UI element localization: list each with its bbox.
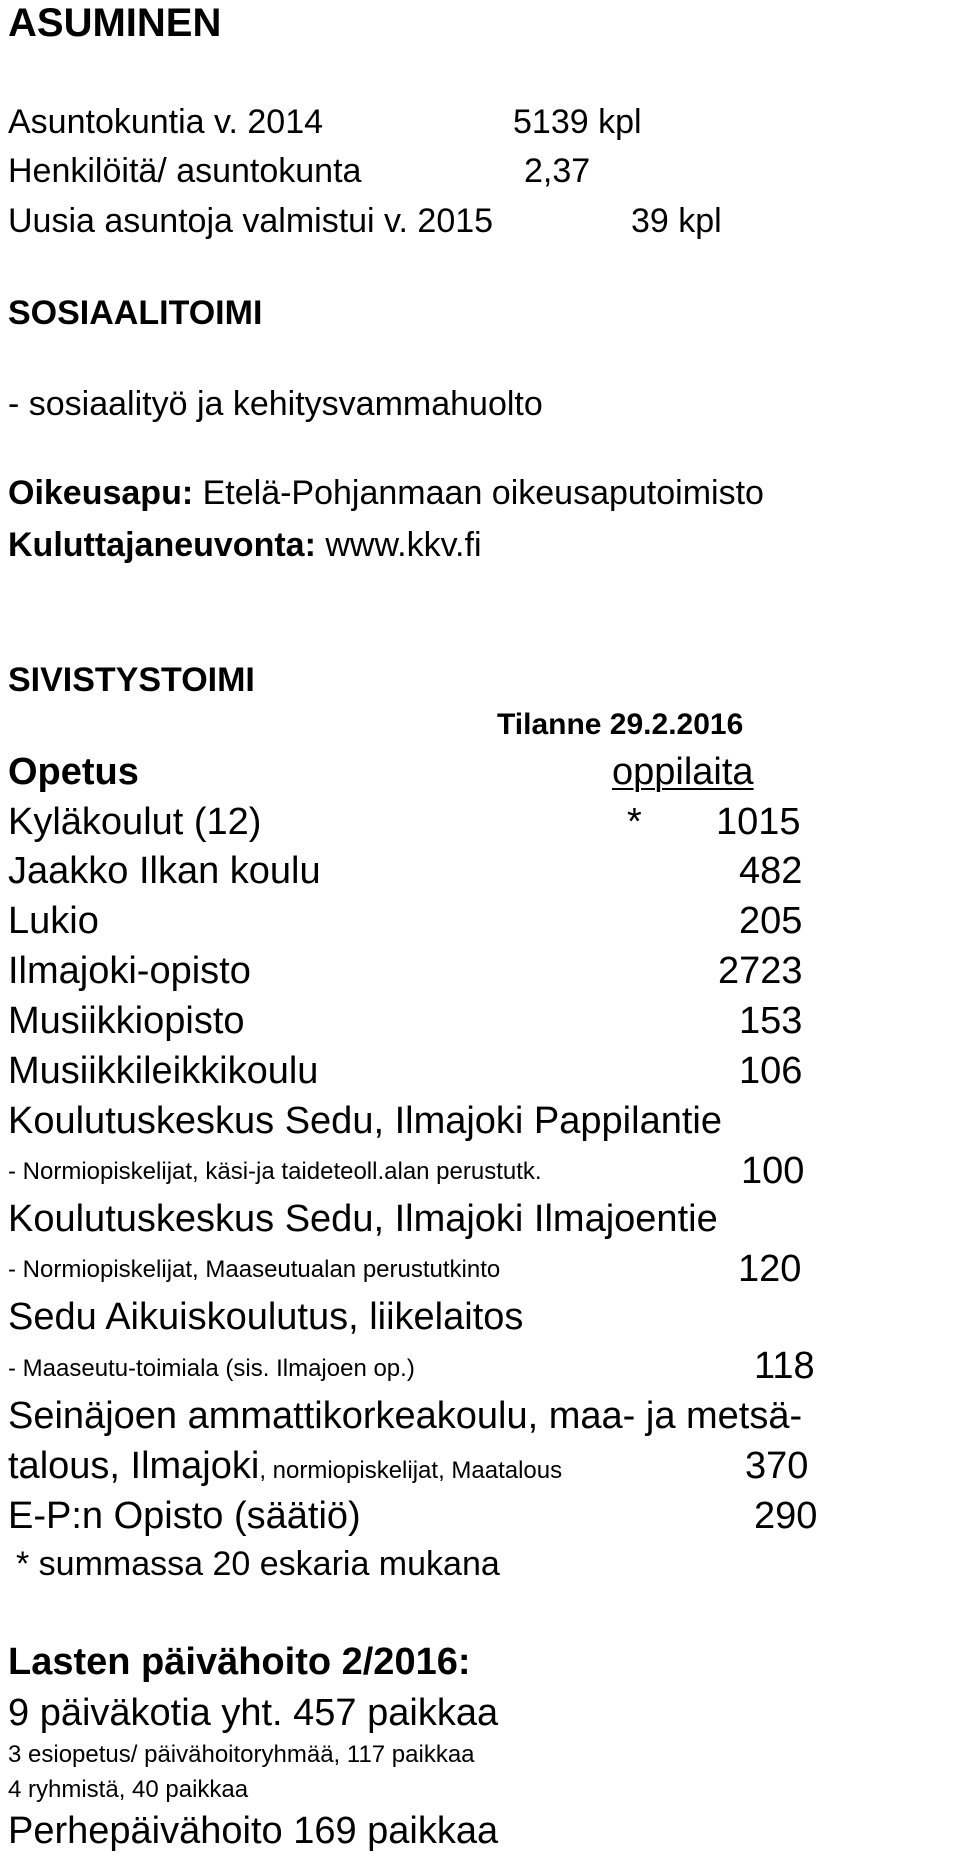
ep-opisto-value: 290: [754, 1495, 818, 1537]
school-value: 106: [739, 1050, 803, 1092]
kuluttajaneuvonta-label: Kuluttajaneuvonta:: [8, 526, 316, 564]
oikeusapu-label: Oikeusapu:: [8, 474, 194, 512]
henkiloita-value: 2,37: [524, 152, 591, 190]
sedu-ilmajoentie-value: 120: [738, 1248, 802, 1290]
samk-value: 370: [745, 1445, 809, 1487]
asuntokuntia-label: Asuntokuntia v. 2014: [8, 103, 324, 141]
sedu-aikuiskoulutus-title: Sedu Aikuiskoulutus, liikelaitos: [8, 1296, 524, 1338]
uusia-asuntoja-label: Uusia asuntoja valmistui v. 2015: [8, 202, 494, 240]
school-value: 1015: [716, 801, 801, 843]
sedu-pappilantie-title: Koulutuskeskus Sedu, Ilmajoki Pappilantie: [8, 1100, 722, 1142]
school-name: Ilmajoki-opisto: [8, 950, 251, 992]
school-name: Musiikkileikkikoulu: [8, 1050, 319, 1092]
tilanne-date: Tilanne 29.2.2016: [497, 708, 744, 741]
esiopetus-line: 3 esiopetus/ päivähoitoryhmää, 117 paikkaa: [8, 1741, 475, 1768]
sedu-aikuiskoulutus-subtitle: - Maaseutu-toimiala (sis. Ilmajoen op.): [8, 1355, 415, 1382]
opetus-heading: Opetus: [8, 751, 139, 793]
section-heading-sosiaalitoimi: SOSIAALITOIMI: [8, 294, 263, 332]
school-value: 2723: [718, 950, 803, 992]
school-value: 482: [739, 850, 803, 892]
paivakodit-line: 9 päiväkotia yht. 457 paikkaa: [8, 1692, 499, 1734]
school-name: Jaakko Ilkan koulu: [8, 850, 321, 892]
kylakoulut-mark: *: [627, 801, 642, 843]
perhepaivahoito-line: Perhepäivähoito 169 paikkaa: [8, 1810, 499, 1852]
school-value: 153: [739, 1000, 803, 1042]
samk-name: talous, Ilmajoki: [8, 1445, 260, 1487]
oikeusapu-line: [8, 476, 764, 510]
paivahoito-heading: Lasten päivähoito 2/2016:: [8, 1641, 471, 1683]
school-value: 205: [739, 900, 803, 942]
school-name: Musiikkiopisto: [8, 1000, 245, 1042]
samk-line1: Seinäjoen ammattikorkeakoulu, maa- ja metsä-: [8, 1395, 803, 1437]
section-heading-asuminen: ASUMINEN: [8, 1, 222, 45]
sedu-ilmajoentie-title: Koulutuskeskus Sedu, Ilmajoki Ilmajoentie: [8, 1198, 718, 1240]
sedu-ilmajoentie-subtitle: - Normiopiskelijat, Maaseutualan perustutkinto: [8, 1256, 501, 1283]
ryhmista-line: 4 ryhmistä, 40 paikkaa: [8, 1776, 249, 1803]
asuntokuntia-value: 5139 kpl: [513, 103, 642, 141]
oppilaita-column-header: oppilaita: [612, 751, 754, 793]
oikeusapu-value: Etelä-Pohjanmaan oikeusaputoimisto: [193, 474, 764, 512]
samk-detail: , normiopiskelijat, Maatalous: [259, 1457, 563, 1484]
samk-line2: [8, 1447, 562, 1485]
sedu-pappilantie-subtitle: - Normiopiskelijat, käsi-ja taideteoll.alan perustutk.: [8, 1158, 542, 1185]
section-heading-sivistystoimi: SIVISTYSTOIMI: [8, 661, 255, 699]
school-name: Lukio: [8, 900, 99, 942]
kuluttajaneuvonta-link[interactable]: www.kkv.fi: [315, 526, 482, 564]
school-name: Kyläkoulut (12): [8, 801, 262, 843]
sedu-aikuiskoulutus-value: 118: [754, 1345, 815, 1387]
uusia-asuntoja-value: 39 kpl: [631, 202, 722, 240]
footnote: * summassa 20 eskaria mukana: [16, 1545, 500, 1583]
sedu-pappilantie-value: 100: [741, 1150, 805, 1192]
ep-opisto-name: E-P:n Opisto (säätiö): [8, 1495, 361, 1537]
sosiaalityo-item: - sosiaalityö ja kehitysvammahuolto: [8, 385, 543, 423]
henkiloita-label: Henkilöitä/ asuntokunta: [8, 152, 362, 190]
kuluttajaneuvonta-line: [8, 528, 482, 562]
